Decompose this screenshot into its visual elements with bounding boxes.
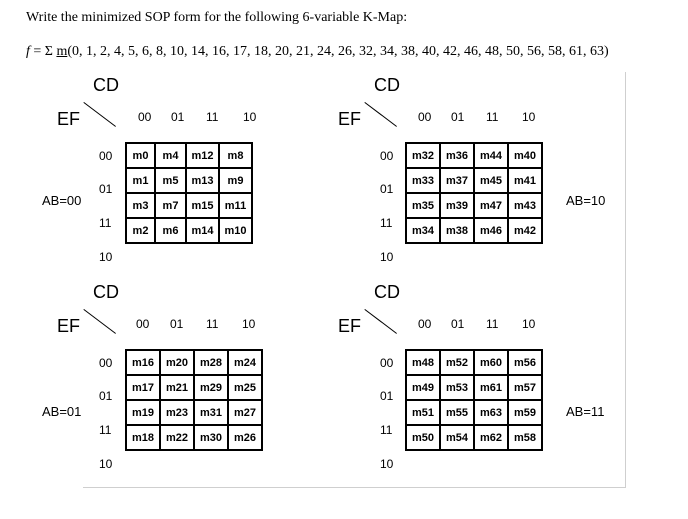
ef-label: EF [338,109,362,129]
kmap-row [406,193,542,218]
kmap-cell: m40 [508,143,542,168]
kmap-cell: m6 [155,218,186,243]
kmap-cell: m62 [474,425,508,450]
kmap-row [126,425,262,450]
kmap-row [406,168,542,193]
cd-label: CD [93,282,119,302]
row-header: 01 [380,389,394,403]
row-header: 00 [380,149,394,163]
kmap-grid [125,142,253,244]
kmap-row [406,218,542,243]
kmap-cell: m47 [474,193,508,218]
kmap-cell: m26 [228,425,262,450]
kmap-row [406,400,542,425]
column-header: 10 [243,110,257,124]
kmap-row [406,143,542,168]
column-header: 01 [451,110,465,124]
kmap-cell: m37 [440,168,474,193]
kmap-cell: m56 [508,350,542,375]
kmap-cell: m2 [126,218,155,243]
kmap-cell: m9 [219,168,252,193]
question-text: Write the minimized SOP form for the following 6-variable K-Map: [26,10,408,25]
kmap-row [126,375,262,400]
kmap-cell: m16 [126,350,160,375]
row-header: 11 [380,216,393,230]
kmap-cell: m42 [508,218,542,243]
kmap-cell: m44 [474,143,508,168]
column-header: 10 [242,317,256,331]
sum-symbol: = Σ [29,44,57,59]
column-header: 11 [486,317,499,331]
kmap-cell: m31 [194,400,228,425]
kmap-cell: m5 [155,168,186,193]
kmap-cell: m63 [474,400,508,425]
ab-label: AB=11 [566,404,605,419]
row-header: 11 [99,423,112,437]
row-header: 10 [99,457,113,471]
row-header: 01 [99,182,113,196]
kmap-cell: m29 [194,375,228,400]
column-header: 00 [136,317,150,331]
kmap-cell: m52 [440,350,474,375]
kmap-row [126,400,262,425]
kmap-cell: m28 [194,350,228,375]
row-header: 10 [380,457,394,471]
function-expression [26,44,609,60]
kmap-cell: m7 [155,193,186,218]
kmap-cell: m55 [440,400,474,425]
kmap-cell: m17 [126,375,160,400]
kmap-cell: m14 [186,218,219,243]
kmap-cell: m45 [474,168,508,193]
kmap-row [126,168,252,193]
kmap-grid [125,349,263,451]
kmap-cell: m34 [406,218,440,243]
row-header: 00 [99,149,113,163]
kmap-grid [405,349,543,451]
row-header: 10 [380,250,394,264]
cd-label: CD [374,282,400,302]
kmap-cell: m21 [160,375,194,400]
kmap-cell: m8 [219,143,252,168]
kmap-cell: m3 [126,193,155,218]
kmap-cell: m41 [508,168,542,193]
kmap-cell: m0 [126,143,155,168]
kmap-row [126,218,252,243]
kmap-cell: m24 [228,350,262,375]
cd-label: CD [374,75,400,95]
kmap-cell: m51 [406,400,440,425]
kmap-cell: m43 [508,193,542,218]
column-header: 11 [206,317,219,331]
kmap-cell: m35 [406,193,440,218]
kmap-cell: m60 [474,350,508,375]
kmap-grid [405,142,543,244]
kmap-cell: m38 [440,218,474,243]
kmap-row [126,350,262,375]
kmap-cell: m19 [126,400,160,425]
column-header: 00 [418,110,432,124]
kmap-cell: m48 [406,350,440,375]
row-header: 00 [99,356,113,370]
row-header: 10 [99,250,113,264]
kmap-cell: m46 [474,218,508,243]
kmap-cell: m18 [126,425,160,450]
column-header: 10 [522,110,536,124]
kmap-cell: m13 [186,168,219,193]
column-header: 00 [138,110,152,124]
kmap-cell: m20 [160,350,194,375]
row-header: 01 [99,389,113,403]
kmap-row [406,375,542,400]
cd-label: CD [93,75,119,95]
kmap-row [406,350,542,375]
kmap-cell: m27 [228,400,262,425]
kmap-cell: m23 [160,400,194,425]
row-header: 00 [380,356,394,370]
row-header: 11 [99,216,112,230]
kmap-cell: m61 [474,375,508,400]
kmap-cell: m53 [440,375,474,400]
kmap-cell: m57 [508,375,542,400]
kmap-row [126,143,252,168]
ab-label: AB=10 [566,193,606,208]
minterm-list: (0, 1, 2, 4, 5, 6, 8, 10, 14, 16, 17, 18, 20, 21, 24, 26, 32, 34, 38, 40, 42, 46, 48, 50, 56, 58, 61, 63) [67,44,609,59]
column-header: 01 [451,317,465,331]
kmap-cell: m58 [508,425,542,450]
kmap-cell: m22 [160,425,194,450]
ab-label: AB=01 [42,404,82,419]
kmap-cell: m30 [194,425,228,450]
kmap-cell: m32 [406,143,440,168]
kmap-row [406,425,542,450]
kmap-cell: m39 [440,193,474,218]
kmap-row [126,193,252,218]
row-header: 01 [380,182,394,196]
column-header: 10 [522,317,536,331]
kmap-cell: m12 [186,143,219,168]
column-header: 11 [486,110,499,124]
kmap-cell: m59 [508,400,542,425]
row-header: 11 [380,423,393,437]
column-header: 11 [206,110,219,124]
ab-label: AB=00 [42,193,82,208]
minterm-symbol: m [56,44,68,59]
kmap-cell: m33 [406,168,440,193]
column-header: 01 [170,317,184,331]
kmap-cell: m25 [228,375,262,400]
kmap-cell: m15 [186,193,219,218]
kmap-cell: m4 [155,143,186,168]
ef-label: EF [57,316,81,336]
kmap-cell: m11 [219,193,252,218]
kmap-cell: m49 [406,375,440,400]
column-header: 00 [418,317,432,331]
column-header: 01 [171,110,185,124]
kmap-cell: m36 [440,143,474,168]
kmap-cell: m10 [219,218,252,243]
ef-label: EF [57,109,81,129]
kmap-cell: m1 [126,168,155,193]
kmap-cell: m50 [406,425,440,450]
function-symbol: f [26,44,30,59]
kmap-cell: m54 [440,425,474,450]
ef-label: EF [338,316,362,336]
